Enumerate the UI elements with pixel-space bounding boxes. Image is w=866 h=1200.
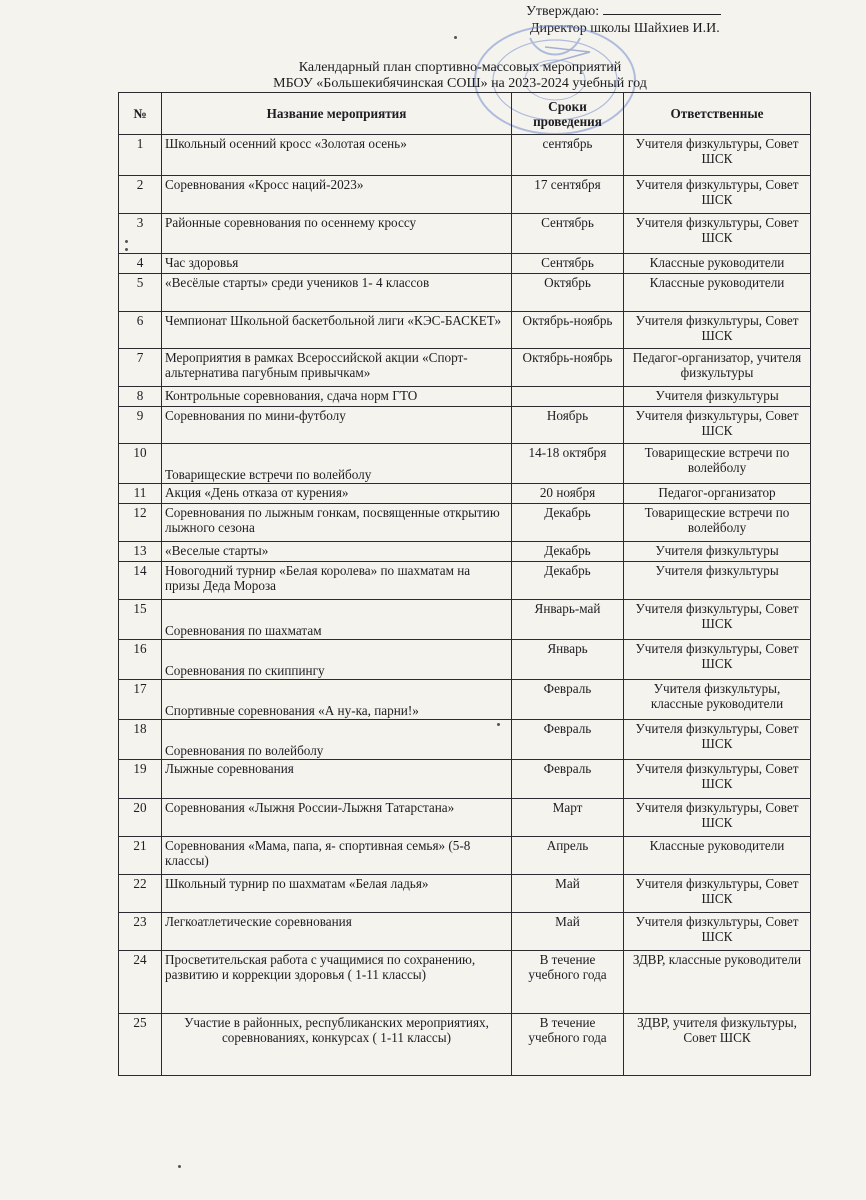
- event-name: Соревнования «Лыжня России-Лыжня Татарстана»: [162, 799, 512, 837]
- event-term: Декабрь: [512, 562, 624, 600]
- scan-speck: [178, 1165, 181, 1168]
- event-responsible: Товарищеские встречи по волейболу: [624, 504, 811, 542]
- event-term: Январь-май: [512, 600, 624, 640]
- event-responsible: Классные руководители: [624, 254, 811, 274]
- event-name: Просветительская работа с учащимися по сохранению, развитию и коррекции здоровья ( 1-11 классы): [162, 951, 512, 1014]
- row-number: 4: [119, 254, 162, 274]
- row-number: 14: [119, 562, 162, 600]
- event-term: Октябрь-ноябрь: [512, 349, 624, 387]
- event-term: Декабрь: [512, 542, 624, 562]
- row-number: 22: [119, 875, 162, 913]
- event-name: Товарищеские встречи по волейболу: [162, 444, 512, 484]
- title-line-1: Календарный план спортивно-массовых мероприятий: [298, 60, 622, 75]
- row-number: 18: [119, 720, 162, 760]
- event-name: Новогодний турнир «Белая королева» по шахматам на призы Деда Мороза: [162, 562, 512, 600]
- event-term: Февраль: [512, 680, 624, 720]
- row-number: 24: [119, 951, 162, 1014]
- table-row: [119, 176, 811, 214]
- event-responsible: Учителя физкультуры, Совет ШСК: [624, 913, 811, 951]
- table-row: [119, 720, 811, 760]
- event-responsible: Учителя физкультуры, Совет ШСК: [624, 407, 811, 444]
- event-name: «Веселые старты»: [162, 542, 512, 562]
- event-name: Районные соревнования по осеннему кроссу: [162, 214, 512, 254]
- row-number: 10: [119, 444, 162, 484]
- title-line-2: МБОУ «Большекибячинская СОШ» на 2023-2024 учебный год: [273, 76, 647, 91]
- event-responsible: Учителя физкультуры, Совет ШСК: [624, 720, 811, 760]
- row-number: 7: [119, 349, 162, 387]
- table-header-row: [119, 93, 811, 135]
- row-number: 3: [119, 214, 162, 254]
- events-table: [118, 92, 811, 1076]
- event-responsible: ЗДВР, классные руководители: [624, 951, 811, 1014]
- event-term: 20 ноября: [512, 484, 624, 504]
- table-row: [119, 254, 811, 274]
- event-term: Сентябрь: [512, 254, 624, 274]
- document-title: [200, 60, 720, 92]
- event-responsible: Педагог-организатор, учителя физкультуры: [624, 349, 811, 387]
- row-number: 16: [119, 640, 162, 680]
- event-name: Соревнования по скиппингу: [162, 640, 512, 680]
- row-number: 6: [119, 312, 162, 349]
- row-number: 20: [119, 799, 162, 837]
- row-number: 17: [119, 680, 162, 720]
- row-number: 11: [119, 484, 162, 504]
- event-name: Соревнования по мини-футболу: [162, 407, 512, 444]
- event-term: Февраль: [512, 760, 624, 799]
- event-term: [512, 387, 624, 407]
- scan-speck: [454, 36, 457, 39]
- table-row: [119, 913, 811, 951]
- row-number: 21: [119, 837, 162, 875]
- row-number: 19: [119, 760, 162, 799]
- event-responsible: Учителя физкультуры, Совет ШСК: [624, 640, 811, 680]
- table-row: [119, 562, 811, 600]
- row-number: 13: [119, 542, 162, 562]
- event-name: Участие в районных, республиканских мероприятиях, соревнованиях, конкурсах ( 1-11 классы): [162, 1014, 512, 1076]
- event-name: Соревнования «Мама, папа, я- спортивная семья» (5-8 классы): [162, 837, 512, 875]
- table-row: [119, 951, 811, 1014]
- event-term: Февраль: [512, 720, 624, 760]
- event-name: Контрольные соревнования, сдача норм ГТО: [162, 387, 512, 407]
- event-name: Соревнования по волейболу: [162, 720, 512, 760]
- row-number: 25: [119, 1014, 162, 1076]
- event-term: Сентябрь: [512, 214, 624, 254]
- event-term: Апрель: [512, 837, 624, 875]
- event-name: Легкоатлетические соревнования: [162, 913, 512, 951]
- event-responsible: Учителя физкультуры, Совет ШСК: [624, 176, 811, 214]
- event-name: Соревнования по шахматам: [162, 600, 512, 640]
- table-row: [119, 387, 811, 407]
- event-term: Январь: [512, 640, 624, 680]
- event-term: В течение учебного года: [512, 1014, 624, 1076]
- table-row: [119, 600, 811, 640]
- table-row: [119, 484, 811, 504]
- event-responsible: Учителя физкультуры: [624, 562, 811, 600]
- event-responsible: Учителя физкультуры, классные руководители: [624, 680, 811, 720]
- event-responsible: Классные руководители: [624, 274, 811, 312]
- event-term: Ноябрь: [512, 407, 624, 444]
- event-name: Школьный осенний кросс «Золотая осень»: [162, 135, 512, 176]
- event-name: «Весёлые старты» среди учеников 1- 4 классов: [162, 274, 512, 312]
- event-responsible: ЗДВР, учителя физкультуры, Совет ШСК: [624, 1014, 811, 1076]
- event-responsible: Классные руководители: [624, 837, 811, 875]
- event-responsible: Учителя физкультуры, Совет ШСК: [624, 600, 811, 640]
- table-row: [119, 349, 811, 387]
- event-term: Октябрь-ноябрь: [512, 312, 624, 349]
- event-term: Март: [512, 799, 624, 837]
- row-number: 1: [119, 135, 162, 176]
- event-name: Мероприятия в рамках Всероссийской акции «Спорт-альтернатива пагубным привычкам»: [162, 349, 512, 387]
- header-dates: Сроки проведения: [512, 93, 624, 135]
- event-term: Май: [512, 875, 624, 913]
- event-name: Чемпионат Школьной баскетбольной лиги «КЭС-БАСКЕТ»: [162, 312, 512, 349]
- table-row: [119, 1014, 811, 1076]
- table-row: [119, 135, 811, 176]
- event-term: Май: [512, 913, 624, 951]
- event-responsible: Педагог-организатор: [624, 484, 811, 504]
- event-responsible: Учителя физкультуры, Совет ШСК: [624, 312, 811, 349]
- event-term: Октябрь: [512, 274, 624, 312]
- event-responsible: Учителя физкультуры, Совет ШСК: [624, 799, 811, 837]
- event-name: Соревнования «Кросс наций-2023»: [162, 176, 512, 214]
- event-name: Школьный турнир по шахматам «Белая ладья»: [162, 875, 512, 913]
- event-name: Час здоровья: [162, 254, 512, 274]
- table-row: [119, 214, 811, 254]
- table-row: [119, 312, 811, 349]
- event-name: Соревнования по лыжным гонкам, посвященные открытию лыжного сезона: [162, 504, 512, 542]
- table-row: [119, 680, 811, 720]
- table-row: [119, 542, 811, 562]
- row-number: 9: [119, 407, 162, 444]
- event-name: Акция «День отказа от курения»: [162, 484, 512, 504]
- header-responsible: Ответственные: [624, 93, 811, 135]
- event-name: Спортивные соревнования «А ну-ка, парни!»: [162, 680, 512, 720]
- table-row: [119, 407, 811, 444]
- row-number: 5: [119, 274, 162, 312]
- row-number: 8: [119, 387, 162, 407]
- table-row: [119, 837, 811, 875]
- event-responsible: Учителя физкультуры: [624, 542, 811, 562]
- event-responsible: Учителя физкультуры: [624, 387, 811, 407]
- event-name: Лыжные соревнования: [162, 760, 512, 799]
- event-responsible: Учителя физкультуры, Совет ШСК: [624, 760, 811, 799]
- scan-speck: [125, 240, 128, 243]
- header-number: №: [119, 93, 162, 135]
- header-event-name: Название мероприятия: [162, 93, 512, 135]
- table-row: [119, 640, 811, 680]
- event-term: 17 сентября: [512, 176, 624, 214]
- event-responsible: Учителя физкультуры, Совет ШСК: [624, 875, 811, 913]
- table-row: [119, 504, 811, 542]
- row-number: 12: [119, 504, 162, 542]
- event-term: 14-18 октября: [512, 444, 624, 484]
- event-responsible: Учителя физкультуры, Совет ШСК: [624, 135, 811, 176]
- event-term: Декабрь: [512, 504, 624, 542]
- event-term: сентябрь: [512, 135, 624, 176]
- table-row: [119, 760, 811, 799]
- director-name: Директор школы Шайхиев И.И.: [530, 21, 720, 36]
- event-term: В течение учебного года: [512, 951, 624, 1014]
- table-row: [119, 444, 811, 484]
- table-row: [119, 274, 811, 312]
- approve-label: Утверждаю:: [526, 4, 600, 19]
- row-number: 23: [119, 913, 162, 951]
- scan-speck: [497, 723, 500, 726]
- scan-speck: [125, 248, 128, 251]
- signature-line: [603, 2, 721, 15]
- table-row: [119, 799, 811, 837]
- row-number: 15: [119, 600, 162, 640]
- event-responsible: Товарищеские встречи по волейболу: [624, 444, 811, 484]
- event-responsible: Учителя физкультуры, Совет ШСК: [624, 214, 811, 254]
- table-row: [119, 875, 811, 913]
- row-number: 2: [119, 176, 162, 214]
